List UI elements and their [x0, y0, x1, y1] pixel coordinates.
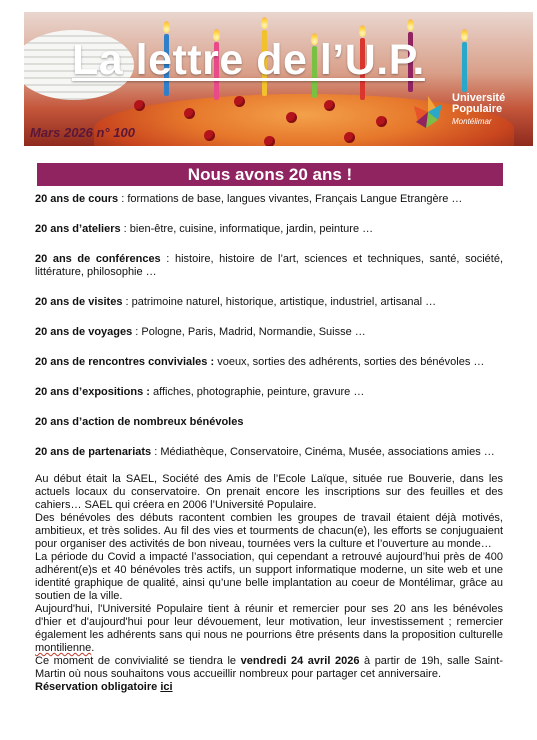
item-text: histoire, histoire de l’art, sciences et techniques, santé, société, littérature, philosophie …	[35, 253, 503, 278]
logo-line-1: Université	[452, 92, 506, 104]
candle-flame	[261, 17, 268, 29]
item-text: voeux, sorties des adhérents, sorties des bénévoles …	[217, 356, 485, 368]
reservation-label: Réservation obligatoire	[35, 681, 158, 693]
berry	[204, 130, 215, 141]
list-item: 20 ans de partenariats : Médiathèque, Conservatoire, Cinéma, Musée, associations amies …	[35, 446, 495, 458]
item-lead: 20 ans d’expositions :	[35, 386, 150, 398]
paragraph: Au début était la SAEL, Société des Amis de l’Ecole Laïque, située rue Bouverie, dans les actuels locaux du conservatoire. On prenait encore les inscriptions sur des feuilles et des cahiers… SAEL qui créera en 2006 l’Université Populaire.	[35, 473, 503, 511]
item-lead: 20 ans d’action de nombreux bénévoles	[35, 416, 244, 428]
newsletter-body	[35, 193, 503, 694]
item-lead: 20 ans de rencontres conviviales :	[35, 356, 215, 368]
item-lead: 20 ans de voyages	[35, 326, 133, 338]
logo-line-2: Populaire	[452, 103, 503, 115]
list-item	[35, 386, 503, 399]
item-lead: 20 ans d’ateliers	[35, 223, 121, 235]
candle-flame	[407, 19, 414, 31]
item-lead: 20 ans de partenariats	[35, 446, 152, 458]
paragraph: Ce moment de convivialité se tiendra le vendredi 24 avril 2026 à partir de 19h, salle Saint-Martin où nous souhaitons vous accueillir nombreux pour partager cet anniversaire.	[35, 655, 503, 680]
list-item: 20 ans de conférences : histoire, histoire de l’art, sciences et techniques, santé, société, littérature, philosophie …	[35, 253, 503, 278]
candle-flame	[461, 29, 468, 41]
newsletter-title: La lettre de l’U.P.	[72, 36, 425, 84]
reservation-line	[35, 681, 503, 694]
candle	[462, 42, 467, 92]
candle-flame	[163, 21, 170, 33]
history-text	[35, 473, 503, 694]
item-text: affiches, photographie, peinture, gravure …	[152, 386, 365, 398]
berry	[344, 132, 355, 143]
berry	[376, 116, 387, 127]
cake-image	[94, 94, 514, 146]
item-lead: 20 ans de conférences	[35, 253, 161, 265]
logo-line-3: Montélimar	[452, 117, 492, 126]
item-text: bien-être, cuisine, informatique, jardin, peinture …	[129, 223, 374, 235]
berry	[134, 100, 145, 111]
item-lead: 20 ans de visites	[35, 296, 123, 308]
issue-label: Mars 2026 n° 100	[30, 125, 135, 140]
berry	[264, 136, 275, 146]
section-heading: Nous avons 20 ans !	[37, 163, 503, 186]
list-item: 20 ans de visites : patrimoine naturel, historique, artistique, industriel, artisanal …	[35, 296, 437, 308]
item-text: Pologne, Paris, Madrid, Normandie, Suisse …	[141, 326, 366, 338]
header-banner	[24, 12, 533, 146]
spellcheck-word: montilienne	[35, 642, 92, 654]
item-text: patrimoine naturel, historique, artistique, industriel, artisanal …	[131, 296, 437, 308]
paragraph: La période du Covid a impacté l’association, qui cependant a retrouvé aujourd’hui près de 400 adhérent(e)s et 40 bénévoles très actifs, un support informatique moderne, un site web et une identité graphique de qualité, ainsi qu’une belle implantation au coeur de Montélimar, grâce au soutien de la ville.	[35, 551, 503, 602]
berry	[286, 112, 297, 123]
item-lead: 20 ans de cours	[35, 193, 119, 205]
berry	[234, 96, 245, 107]
up-logo-icon	[408, 92, 448, 132]
list-item	[35, 356, 503, 369]
list-item: 20 ans d’ateliers : bien-être, cuisine, informatique, jardin, peinture …	[35, 223, 374, 235]
up-logo-text	[452, 93, 505, 127]
berry	[324, 100, 335, 111]
list-item	[35, 416, 503, 429]
event-date: vendredi 24 avril 2026	[240, 655, 360, 667]
list-item: 20 ans de cours : formations de base, langues vivantes, Français Langue Etrangère …	[35, 193, 463, 205]
reservation-link[interactable]: ici	[160, 681, 173, 693]
item-text: Médiathèque, Conservatoire, Cinéma, Musée, associations amies …	[160, 446, 495, 458]
item-text: formations de base, langues vivantes, Français Langue Etrangère …	[127, 193, 463, 205]
paragraph: Aujourd'hui, l'Université Populaire tient à réunir et remercier pour ses 20 ans les bénévoles d'hier et d'aujourd'hui pour leur dévouement, leur motivation, leur investissement ; remercier également les adhérents sans qui nous ne pourrions être présents dans la proposition culturelle montilienne.	[35, 603, 503, 654]
paragraph: Des bénévoles des débuts racontent combien les groupes de travail étaient déjà motivés, ambitieux, et très solides. Au fil des vies et tourments de chacun(e), les efforts se conjuguaient pour organiser des activités de bon niveau, tournées vers la culture et l’ouverture au monde…	[35, 512, 503, 550]
list-item: 20 ans de voyages : Pologne, Paris, Madrid, Normandie, Suisse …	[35, 326, 366, 338]
berry	[184, 108, 195, 119]
